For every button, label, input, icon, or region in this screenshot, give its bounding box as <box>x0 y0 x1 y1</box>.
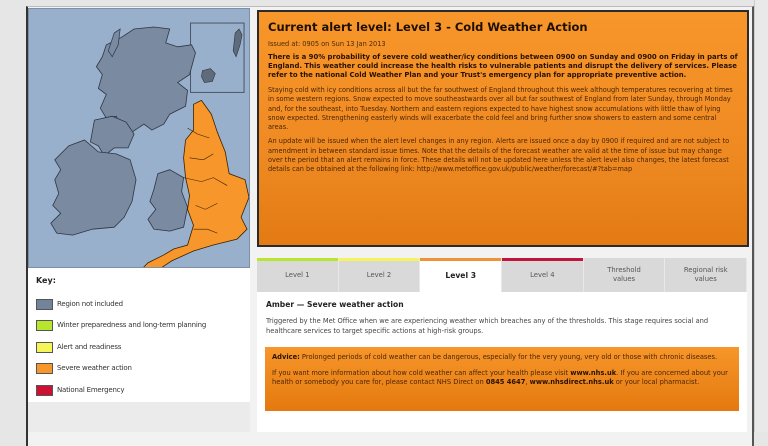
key-item-severe-weather: Severe weather action <box>36 362 132 374</box>
content-description: Triggered by the Met Office when we are experiencing weather which breaches any of the thresholds. This stage requires social and healthcare services to target specific actions at high-risk groups. <box>266 317 709 335</box>
tab-level-2[interactable]: Level 2 <box>339 258 421 292</box>
advice-box: Advice: Prolonged periods of cold weather can be dangerous, especially for the very young, very old or those with chronic diseases. If you want more information about how cold weather can affect your health please visit www.nhs.uk. If you are concerned about your health or somebody you care for, please contact NHS Direct on 0845 4647, www.nhsdirect.nhs.uk or your local pharmacist. <box>265 347 739 411</box>
alert-summary: There is a 90% probability of severe cold weather/icy conditions between 0900 on Sunday and 0900 on Friday in parts of England. This weather could increase the health risks to vulnerable patients and disrupt the delivery of services. Please refer to the national Cold Weather Plan and your Trust's emergency plan for appropriate preventive action. <box>268 53 738 79</box>
nhsdirect-link[interactable]: www.nhsdirect.nhs.uk <box>529 378 614 386</box>
current-alert-box <box>257 10 749 247</box>
nhs-direct-phone: 0845 4647 <box>485 378 526 386</box>
key-item-national-emergency: National Emergency <box>36 384 124 396</box>
tab-threshold-values[interactable]: Threshold values <box>584 258 666 292</box>
alert-issued: Issued at: 0905 on Sun 13 Jan 2013 <box>268 40 386 48</box>
uk-alert-map[interactable] <box>28 8 250 268</box>
nhs-link[interactable]: www.nhs.uk <box>570 368 617 377</box>
swatch-red <box>36 385 53 396</box>
key-title: Key: <box>36 276 56 285</box>
scrollbar[interactable] <box>754 0 768 432</box>
tab-content-level-3 <box>257 292 747 432</box>
alert-forecast: Staying cold with icy conditions across all but the far southwest of England throughout this week although temperatures recovering at times in some western regions. Snow expected to move southeastwards over all but far southwest of England from later Sunday, through Monday and, for the southeast, into Tuesday. Northern and eastern regions expected to have highest snow accumulations with little thaw of lying snow expected. Strengthening easterly winds will exacerbate the cold feel and bring further snow showers to eastern and some central areas. <box>268 86 733 132</box>
tab-regional-risk-values[interactable]: Regional risk values <box>665 258 747 292</box>
key-item-alert-readiness: Alert and readiness <box>36 341 121 353</box>
alert-update-note: An update will be issued when the alert level changes in any region. Alerts are issued once a day by 0900 if required and are not subject to amendment in between standard issue times. Note that the details of the forecast weather are valid at the time of issue but may change over the period that an alert remains in force. These details will not be updated here unless the alert level also changes, the latest forecast details can be obtained at the following link: http://www.metoffice.gov.uk/public/weather/forecast/#?tab=map <box>268 137 730 174</box>
advice-text: Prolonged periods of cold weather can be dangerous, especially for the very young, very old or those with chronic diseases. <box>299 353 718 361</box>
key-item-not-included: Region not included <box>36 298 123 310</box>
swatch-green <box>36 320 53 331</box>
tab-level-3[interactable]: Level 3 <box>420 258 502 292</box>
advice-label: Advice: <box>272 353 300 361</box>
level-tabs <box>257 258 747 292</box>
map-graphic <box>29 9 249 267</box>
region-wales[interactable] <box>148 170 188 231</box>
alert-title: Current alert level: Level 3 - Cold Weather Action <box>268 20 588 34</box>
tab-level-1[interactable]: Level 1 <box>257 258 339 292</box>
key-item-winter-preparedness: Winter preparedness and long-term planning <box>36 319 206 331</box>
tab-level-4[interactable]: Level 4 <box>502 258 584 292</box>
swatch-grey <box>36 299 53 310</box>
key-footer <box>28 402 250 432</box>
swatch-yellow <box>36 342 53 353</box>
content-title: Amber — Severe weather action <box>266 300 404 309</box>
region-ireland[interactable] <box>51 140 136 235</box>
map-key <box>28 268 250 402</box>
swatch-amber <box>36 363 53 374</box>
